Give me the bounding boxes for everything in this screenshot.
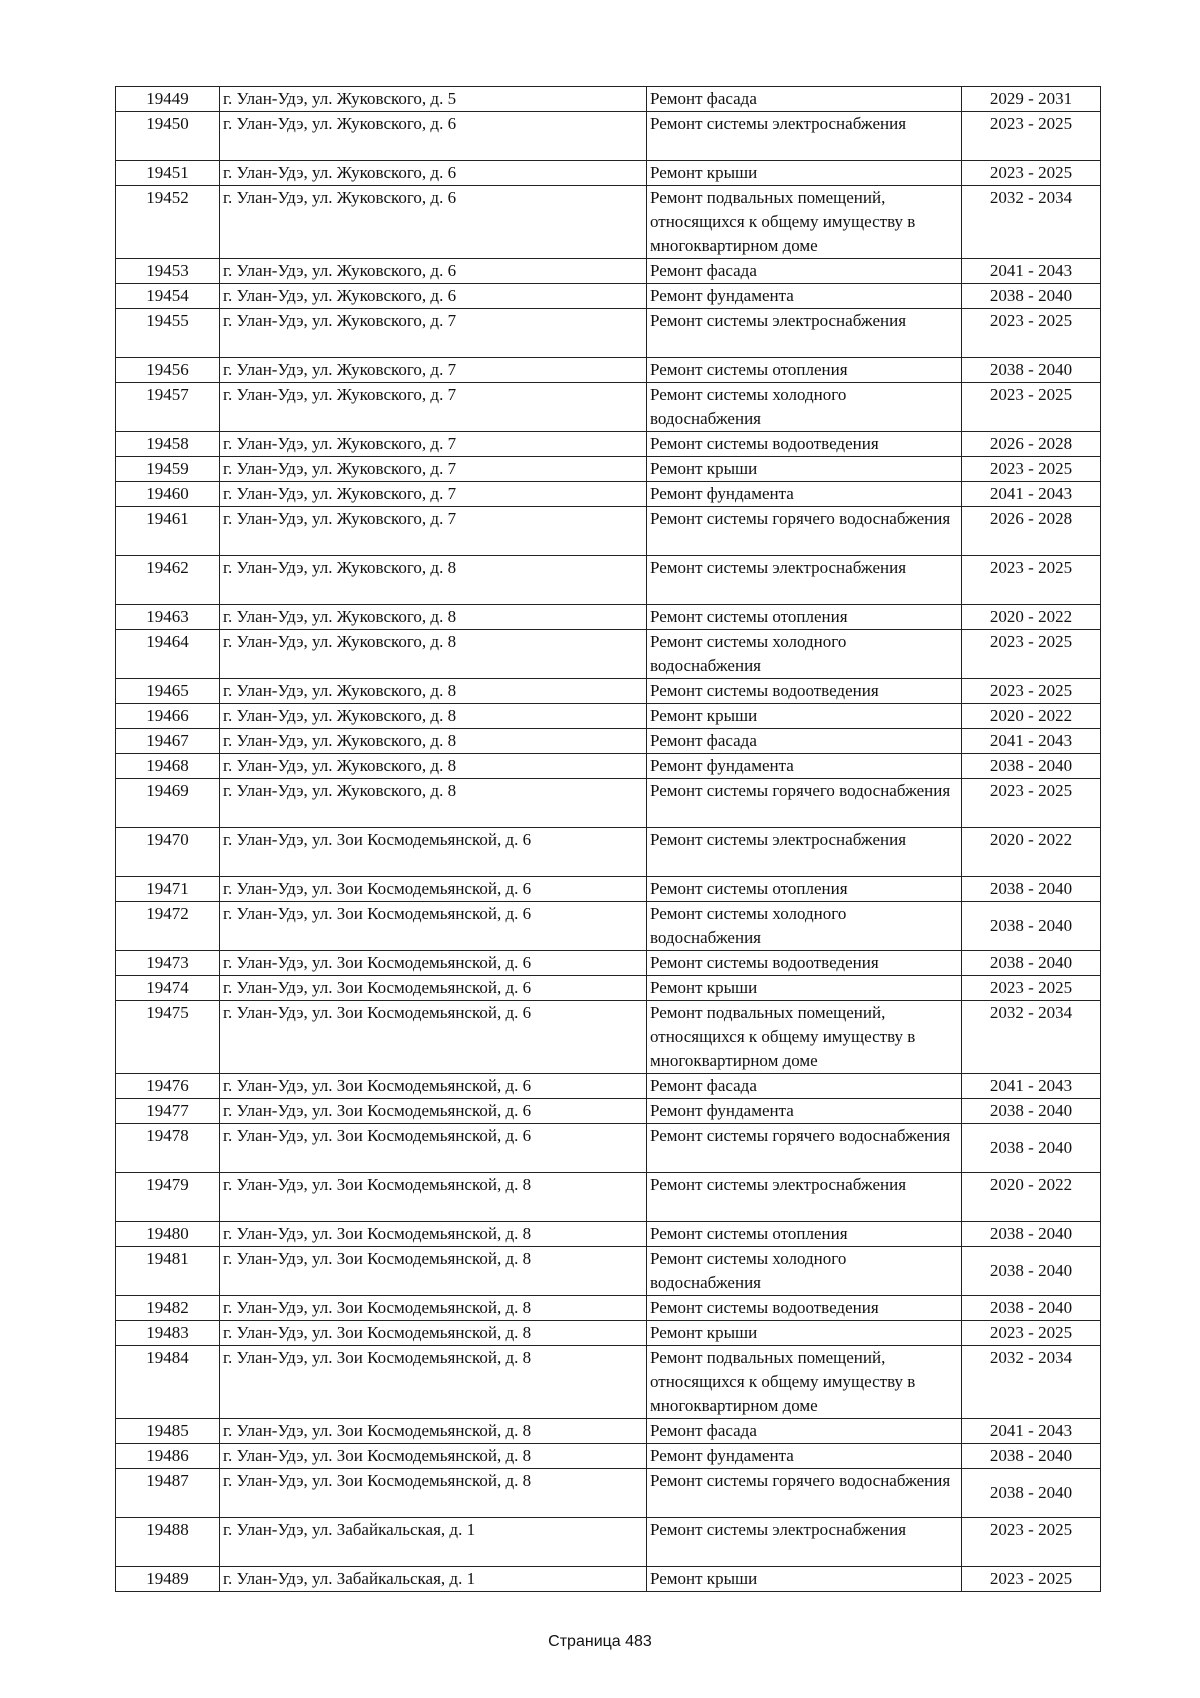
- address-cell: г. Улан-Удэ, ул. Жуковского, д. 7: [220, 482, 647, 507]
- period-cell: 2038 - 2040: [962, 902, 1101, 951]
- table-row: [116, 877, 1101, 902]
- address-cell: г. Улан-Удэ, ул. Зои Космодемьянской, д. 6: [220, 902, 647, 951]
- work-type-cell: Ремонт подвальных помещений, относящихся к общему имуществу в многоквартирном доме: [647, 1001, 962, 1074]
- row-number-cell: 19451: [116, 161, 220, 186]
- period-cell: 2023 - 2025: [962, 161, 1101, 186]
- work-type-cell: Ремонт системы водоотведения: [647, 679, 962, 704]
- work-type-cell: Ремонт подвальных помещений, относящихся к общему имуществу в многоквартирном доме: [647, 1346, 962, 1419]
- table-row: [116, 1074, 1101, 1099]
- table-row: [116, 507, 1101, 556]
- period-cell: 2032 - 2034: [962, 1001, 1101, 1074]
- row-number-cell: 19461: [116, 507, 220, 556]
- address-cell: г. Улан-Удэ, ул. Жуковского, д. 8: [220, 754, 647, 779]
- table-row: [116, 309, 1101, 358]
- table-row: [116, 432, 1101, 457]
- work-type-cell: Ремонт крыши: [647, 1567, 962, 1592]
- period-cell: 2023 - 2025: [962, 383, 1101, 432]
- period-cell: 2023 - 2025: [962, 556, 1101, 605]
- row-number-cell: 19482: [116, 1296, 220, 1321]
- period-cell: 2020 - 2022: [962, 1173, 1101, 1222]
- table-body: [116, 87, 1101, 1592]
- table-row: [116, 1222, 1101, 1247]
- period-cell: 2020 - 2022: [962, 828, 1101, 877]
- work-type-cell: Ремонт фасада: [647, 1074, 962, 1099]
- address-cell: г. Улан-Удэ, ул. Жуковского, д. 8: [220, 630, 647, 679]
- address-cell: г. Улан-Удэ, ул. Забайкальская, д. 1: [220, 1518, 647, 1567]
- row-number-cell: 19471: [116, 877, 220, 902]
- row-number-cell: 19458: [116, 432, 220, 457]
- table-row: [116, 556, 1101, 605]
- work-type-cell: Ремонт фундамента: [647, 754, 962, 779]
- period-cell: 2023 - 2025: [962, 1567, 1101, 1592]
- period-cell: 2020 - 2022: [962, 605, 1101, 630]
- row-number-cell: 19463: [116, 605, 220, 630]
- table-row: [116, 186, 1101, 259]
- table-row: [116, 1419, 1101, 1444]
- work-type-cell: Ремонт системы отопления: [647, 1222, 962, 1247]
- address-cell: г. Улан-Удэ, ул. Жуковского, д. 5: [220, 87, 647, 112]
- row-number-cell: 19484: [116, 1346, 220, 1419]
- address-cell: г. Улан-Удэ, ул. Зои Космодемьянской, д. 8: [220, 1469, 647, 1518]
- address-cell: г. Улан-Удэ, ул. Зои Космодемьянской, д. 6: [220, 1124, 647, 1173]
- work-type-cell: Ремонт системы отопления: [647, 358, 962, 383]
- work-type-cell: Ремонт системы электроснабжения: [647, 828, 962, 877]
- address-cell: г. Улан-Удэ, ул. Жуковского, д. 7: [220, 457, 647, 482]
- table-row: [116, 704, 1101, 729]
- address-cell: г. Улан-Удэ, ул. Жуковского, д. 8: [220, 729, 647, 754]
- row-number-cell: 19465: [116, 679, 220, 704]
- address-cell: г. Улан-Удэ, ул. Зои Космодемьянской, д. 8: [220, 1247, 647, 1296]
- row-number-cell: 19488: [116, 1518, 220, 1567]
- row-number-cell: 19464: [116, 630, 220, 679]
- work-type-cell: Ремонт фасада: [647, 87, 962, 112]
- work-type-cell: Ремонт системы холодного водоснабжения: [647, 383, 962, 432]
- work-type-cell: Ремонт фундамента: [647, 1099, 962, 1124]
- address-cell: г. Улан-Удэ, ул. Жуковского, д. 8: [220, 556, 647, 605]
- work-type-cell: Ремонт системы горячего водоснабжения: [647, 1469, 962, 1518]
- period-cell: 2023 - 2025: [962, 976, 1101, 1001]
- period-cell: 2023 - 2025: [962, 679, 1101, 704]
- work-type-cell: Ремонт крыши: [647, 457, 962, 482]
- repair-schedule-table: [115, 86, 1101, 1592]
- period-cell: 2038 - 2040: [962, 951, 1101, 976]
- period-cell: 2026 - 2028: [962, 507, 1101, 556]
- work-type-cell: Ремонт системы электроснабжения: [647, 1173, 962, 1222]
- address-cell: г. Улан-Удэ, ул. Забайкальская, д. 1: [220, 1567, 647, 1592]
- period-cell: 2026 - 2028: [962, 432, 1101, 457]
- table-row: [116, 1444, 1101, 1469]
- work-type-cell: Ремонт крыши: [647, 161, 962, 186]
- address-cell: г. Улан-Удэ, ул. Зои Космодемьянской, д. 6: [220, 976, 647, 1001]
- address-cell: г. Улан-Удэ, ул. Зои Космодемьянской, д. 6: [220, 828, 647, 877]
- period-cell: 2023 - 2025: [962, 630, 1101, 679]
- period-cell: 2041 - 2043: [962, 482, 1101, 507]
- work-type-cell: Ремонт подвальных помещений, относящихся к общему имуществу в многоквартирном доме: [647, 186, 962, 259]
- period-cell: 2038 - 2040: [962, 877, 1101, 902]
- address-cell: г. Улан-Удэ, ул. Жуковского, д. 7: [220, 432, 647, 457]
- address-cell: г. Улан-Удэ, ул. Зои Космодемьянской, д. 8: [220, 1173, 647, 1222]
- row-number-cell: 19481: [116, 1247, 220, 1296]
- table-row: [116, 630, 1101, 679]
- period-cell: 2038 - 2040: [962, 1222, 1101, 1247]
- work-type-cell: Ремонт системы горячего водоснабжения: [647, 1124, 962, 1173]
- address-cell: г. Улан-Удэ, ул. Зои Космодемьянской, д. 6: [220, 1001, 647, 1074]
- table-row: [116, 457, 1101, 482]
- table-row: [116, 729, 1101, 754]
- table-row: [116, 828, 1101, 877]
- row-number-cell: 19460: [116, 482, 220, 507]
- table-row: [116, 1567, 1101, 1592]
- address-cell: г. Улан-Удэ, ул. Зои Космодемьянской, д. 8: [220, 1419, 647, 1444]
- row-number-cell: 19473: [116, 951, 220, 976]
- row-number-cell: 19469: [116, 779, 220, 828]
- work-type-cell: Ремонт системы горячего водоснабжения: [647, 779, 962, 828]
- address-cell: г. Улан-Удэ, ул. Жуковского, д. 6: [220, 186, 647, 259]
- period-cell: 2038 - 2040: [962, 1469, 1101, 1518]
- row-number-cell: 19457: [116, 383, 220, 432]
- address-cell: г. Улан-Удэ, ул. Зои Космодемьянской, д. 8: [220, 1296, 647, 1321]
- table-row: [116, 779, 1101, 828]
- table-row: [116, 1124, 1101, 1173]
- table-row: [116, 1296, 1101, 1321]
- address-cell: г. Улан-Удэ, ул. Зои Космодемьянской, д. 8: [220, 1444, 647, 1469]
- row-number-cell: 19477: [116, 1099, 220, 1124]
- work-type-cell: Ремонт фундамента: [647, 284, 962, 309]
- table-row: [116, 112, 1101, 161]
- table-row: [116, 1469, 1101, 1518]
- period-cell: 2023 - 2025: [962, 112, 1101, 161]
- period-cell: 2032 - 2034: [962, 1346, 1101, 1419]
- work-type-cell: Ремонт системы электроснабжения: [647, 309, 962, 358]
- period-cell: 2041 - 2043: [962, 259, 1101, 284]
- period-cell: 2038 - 2040: [962, 1444, 1101, 1469]
- period-cell: 2020 - 2022: [962, 704, 1101, 729]
- work-type-cell: Ремонт фундамента: [647, 482, 962, 507]
- address-cell: г. Улан-Удэ, ул. Жуковского, д. 8: [220, 704, 647, 729]
- address-cell: г. Улан-Удэ, ул. Жуковского, д. 7: [220, 507, 647, 556]
- address-cell: г. Улан-Удэ, ул. Жуковского, д. 7: [220, 309, 647, 358]
- period-cell: 2023 - 2025: [962, 779, 1101, 828]
- period-cell: 2029 - 2031: [962, 87, 1101, 112]
- row-number-cell: 19453: [116, 259, 220, 284]
- table-row: [116, 383, 1101, 432]
- table-row: [116, 1346, 1101, 1419]
- table-row: [116, 161, 1101, 186]
- work-type-cell: Ремонт крыши: [647, 1321, 962, 1346]
- row-number-cell: 19478: [116, 1124, 220, 1173]
- address-cell: г. Улан-Удэ, ул. Зои Космодемьянской, д. 8: [220, 1346, 647, 1419]
- work-type-cell: Ремонт системы отопления: [647, 605, 962, 630]
- row-number-cell: 19486: [116, 1444, 220, 1469]
- work-type-cell: Ремонт системы водоотведения: [647, 951, 962, 976]
- work-type-cell: Ремонт системы холодного водоснабжения: [647, 630, 962, 679]
- table-row: [116, 754, 1101, 779]
- table-row: [116, 1099, 1101, 1124]
- period-cell: 2038 - 2040: [962, 1247, 1101, 1296]
- address-cell: г. Улан-Удэ, ул. Зои Космодемьянской, д. 6: [220, 1074, 647, 1099]
- table-row: [116, 284, 1101, 309]
- address-cell: г. Улан-Удэ, ул. Зои Космодемьянской, д. 6: [220, 877, 647, 902]
- row-number-cell: 19452: [116, 186, 220, 259]
- row-number-cell: 19487: [116, 1469, 220, 1518]
- address-cell: г. Улан-Удэ, ул. Жуковского, д. 8: [220, 679, 647, 704]
- row-number-cell: 19455: [116, 309, 220, 358]
- work-type-cell: Ремонт системы отопления: [647, 877, 962, 902]
- address-cell: г. Улан-Удэ, ул. Жуковского, д. 8: [220, 779, 647, 828]
- work-type-cell: Ремонт фасада: [647, 1419, 962, 1444]
- work-type-cell: Ремонт системы холодного водоснабжения: [647, 1247, 962, 1296]
- address-cell: г. Улан-Удэ, ул. Жуковского, д. 6: [220, 284, 647, 309]
- period-cell: 2038 - 2040: [962, 284, 1101, 309]
- period-cell: 2023 - 2025: [962, 309, 1101, 358]
- address-cell: г. Улан-Удэ, ул. Жуковского, д. 8: [220, 605, 647, 630]
- row-number-cell: 19459: [116, 457, 220, 482]
- row-number-cell: 19466: [116, 704, 220, 729]
- address-cell: г. Улан-Удэ, ул. Жуковского, д. 6: [220, 112, 647, 161]
- row-number-cell: 19475: [116, 1001, 220, 1074]
- work-type-cell: Ремонт системы водоотведения: [647, 1296, 962, 1321]
- work-type-cell: Ремонт фундамента: [647, 1444, 962, 1469]
- work-type-cell: Ремонт крыши: [647, 704, 962, 729]
- work-type-cell: Ремонт системы водоотведения: [647, 432, 962, 457]
- period-cell: 2041 - 2043: [962, 729, 1101, 754]
- row-number-cell: 19476: [116, 1074, 220, 1099]
- row-number-cell: 19472: [116, 902, 220, 951]
- table-row: [116, 87, 1101, 112]
- period-cell: 2023 - 2025: [962, 457, 1101, 482]
- work-type-cell: Ремонт системы электроснабжения: [647, 1518, 962, 1567]
- period-cell: 2023 - 2025: [962, 1321, 1101, 1346]
- table-row: [116, 1173, 1101, 1222]
- period-cell: 2041 - 2043: [962, 1074, 1101, 1099]
- page-number: Страница 483: [548, 1633, 652, 1650]
- row-number-cell: 19474: [116, 976, 220, 1001]
- table-row: [116, 976, 1101, 1001]
- period-cell: 2038 - 2040: [962, 358, 1101, 383]
- table-row: [116, 605, 1101, 630]
- address-cell: г. Улан-Удэ, ул. Зои Космодемьянской, д. 8: [220, 1321, 647, 1346]
- table-row: [116, 1001, 1101, 1074]
- row-number-cell: 19479: [116, 1173, 220, 1222]
- work-type-cell: Ремонт крыши: [647, 976, 962, 1001]
- row-number-cell: 19450: [116, 112, 220, 161]
- period-cell: 2023 - 2025: [962, 1518, 1101, 1567]
- table-row: [116, 482, 1101, 507]
- row-number-cell: 19456: [116, 358, 220, 383]
- address-cell: г. Улан-Удэ, ул. Зои Космодемьянской, д. 6: [220, 951, 647, 976]
- table-row: [116, 679, 1101, 704]
- table-row: [116, 358, 1101, 383]
- row-number-cell: 19468: [116, 754, 220, 779]
- work-type-cell: Ремонт системы холодного водоснабжения: [647, 902, 962, 951]
- work-type-cell: Ремонт фасада: [647, 259, 962, 284]
- row-number-cell: 19483: [116, 1321, 220, 1346]
- work-type-cell: Ремонт фасада: [647, 729, 962, 754]
- table-row: [116, 1247, 1101, 1296]
- row-number-cell: 19454: [116, 284, 220, 309]
- address-cell: г. Улан-Удэ, ул. Жуковского, д. 7: [220, 358, 647, 383]
- row-number-cell: 19462: [116, 556, 220, 605]
- table-row: [116, 259, 1101, 284]
- period-cell: 2038 - 2040: [962, 1124, 1101, 1173]
- work-type-cell: Ремонт системы электроснабжения: [647, 556, 962, 605]
- period-cell: 2038 - 2040: [962, 1296, 1101, 1321]
- table-row: [116, 951, 1101, 976]
- table-row: [116, 1518, 1101, 1567]
- row-number-cell: 19480: [116, 1222, 220, 1247]
- period-cell: 2038 - 2040: [962, 1099, 1101, 1124]
- address-cell: г. Улан-Удэ, ул. Жуковского, д. 6: [220, 161, 647, 186]
- address-cell: г. Улан-Удэ, ул. Жуковского, д. 7: [220, 383, 647, 432]
- row-number-cell: 19470: [116, 828, 220, 877]
- work-type-cell: Ремонт системы электроснабжения: [647, 112, 962, 161]
- period-cell: 2038 - 2040: [962, 754, 1101, 779]
- period-cell: 2032 - 2034: [962, 186, 1101, 259]
- table-row: [116, 1321, 1101, 1346]
- row-number-cell: 19467: [116, 729, 220, 754]
- work-type-cell: Ремонт системы горячего водоснабжения: [647, 507, 962, 556]
- address-cell: г. Улан-Удэ, ул. Жуковского, д. 6: [220, 259, 647, 284]
- row-number-cell: 19489: [116, 1567, 220, 1592]
- address-cell: г. Улан-Удэ, ул. Зои Космодемьянской, д. 6: [220, 1099, 647, 1124]
- address-cell: г. Улан-Удэ, ул. Зои Космодемьянской, д. 8: [220, 1222, 647, 1247]
- period-cell: 2041 - 2043: [962, 1419, 1101, 1444]
- row-number-cell: 19449: [116, 87, 220, 112]
- table-row: [116, 902, 1101, 951]
- row-number-cell: 19485: [116, 1419, 220, 1444]
